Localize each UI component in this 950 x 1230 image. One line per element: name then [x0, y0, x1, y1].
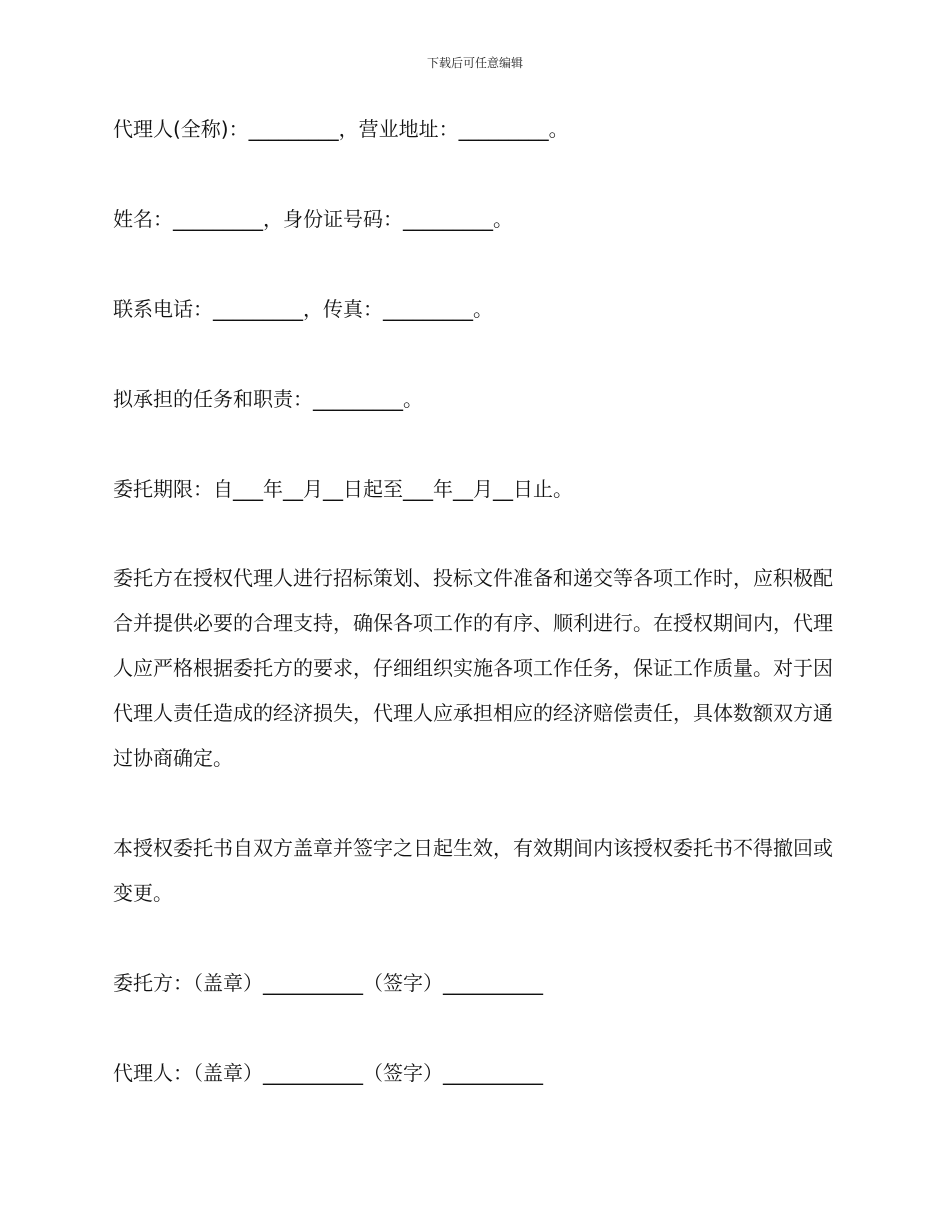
duties-line: 拟承担的任务和职责：_________。 [113, 387, 423, 411]
agent-name-address-line: 代理人(全称)：_________，营业地址：_________。 [113, 117, 569, 141]
validity-paragraph: 本授权委托书自双方盖章并签字之日起生效，有效期间内该授权委托书不得撤回或变更。 [113, 836, 833, 905]
name-id-line: 姓名：_________，身份证号码：_________。 [113, 207, 513, 231]
phone-fax-line: 联系电话：_________，传真：_________。 [113, 297, 493, 321]
period-line: 委托期限：自___年__月__日起至___年__月__日止。 [113, 477, 573, 501]
principal-signature-line: 委托方：（盖章）__________（签字）__________ [113, 971, 543, 995]
page-header-note: 下载后可任意编辑 [426, 56, 523, 70]
obligations-paragraph: 委托方在授权代理人进行招标策划、投标文件准备和递交等各项工作时，应积极配合并提供必要的合理支持，确保各项工作的有序、顺利进行。在授权期间内，代理人应严格根据委托方的要求，仔细组织实施各项工作任务，保证工作质量。对于因代理人责任造成的经济损失，代理人应承担相应的经济赔偿责任，具体数额双方通过协商确定。 [113, 566, 833, 770]
agent-signature-line: 代理人：（盖章）__________（签字）__________ [113, 1061, 543, 1085]
